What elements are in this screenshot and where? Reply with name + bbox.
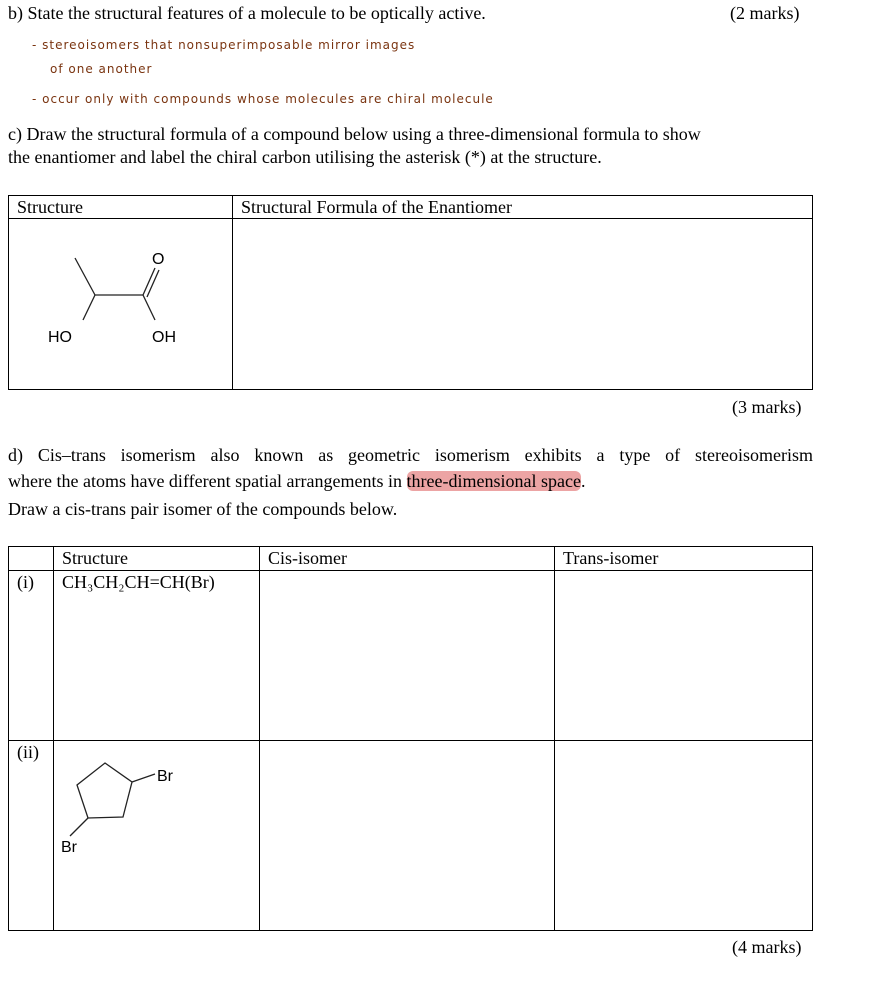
header-structure: Structure	[54, 547, 260, 571]
dibromocyclopentane-structure	[0, 0, 240, 870]
part-d-line-1: d) Cis–trans isomerism also known as geometric isomerism exhibits a type of stereoisomerism	[8, 445, 813, 465]
part-c-question-2: the enantiomer and label the chiral carbon utilising the asterisk (*) at the structure.	[8, 147, 602, 167]
part-b-question: b) State the structural features of a molecule to be optically active.	[8, 3, 486, 23]
label-br-2: Br	[61, 839, 77, 856]
part-d-line-2: where the atoms have different spatial arrangements in three-dimensional space.	[8, 471, 586, 491]
row-num: (i)	[9, 571, 54, 741]
part-b-marks: (2 marks)	[730, 3, 800, 23]
label-o: O	[152, 251, 165, 268]
cis-answer-cell[interactable]	[260, 571, 555, 741]
header-structure: Structure	[9, 196, 233, 219]
part-c-question-1: c) Draw the structural formula of a compound below using a three-dimensional formula to show	[8, 124, 701, 144]
label-oh: OH	[152, 329, 176, 346]
header-enantiomer: Structural Formula of the Enantiomer	[233, 196, 813, 219]
structure-formula: CH₃CH₂CH=CH(Br)	[54, 571, 260, 741]
handwritten-answer-3: - occur only with compounds whose molecules are chiral molecule	[32, 92, 494, 106]
label-ho: HO	[48, 329, 72, 346]
header-cis: Cis-isomer	[260, 547, 555, 571]
trans-answer-cell[interactable]	[555, 741, 813, 931]
label-br-1: Br	[157, 768, 173, 785]
handwritten-answer-1: - stereoisomers that nonsuperimposable mirror images	[32, 38, 416, 52]
enantiomer-answer-cell[interactable]	[233, 219, 813, 390]
handwritten-answer-2: of one another	[50, 62, 153, 76]
part-d-line-3: Draw a cis-trans pair isomer of the compounds below.	[8, 499, 398, 519]
cis-answer-cell[interactable]	[260, 741, 555, 931]
part-d-marks: (4 marks)	[732, 937, 802, 957]
header-trans: Trans-isomer	[555, 547, 813, 571]
row-num: (ii)	[9, 741, 54, 931]
trans-answer-cell[interactable]	[555, 571, 813, 741]
part-c-marks: (3 marks)	[732, 397, 802, 417]
highlighted-text: three-dimensional space	[406, 471, 581, 491]
